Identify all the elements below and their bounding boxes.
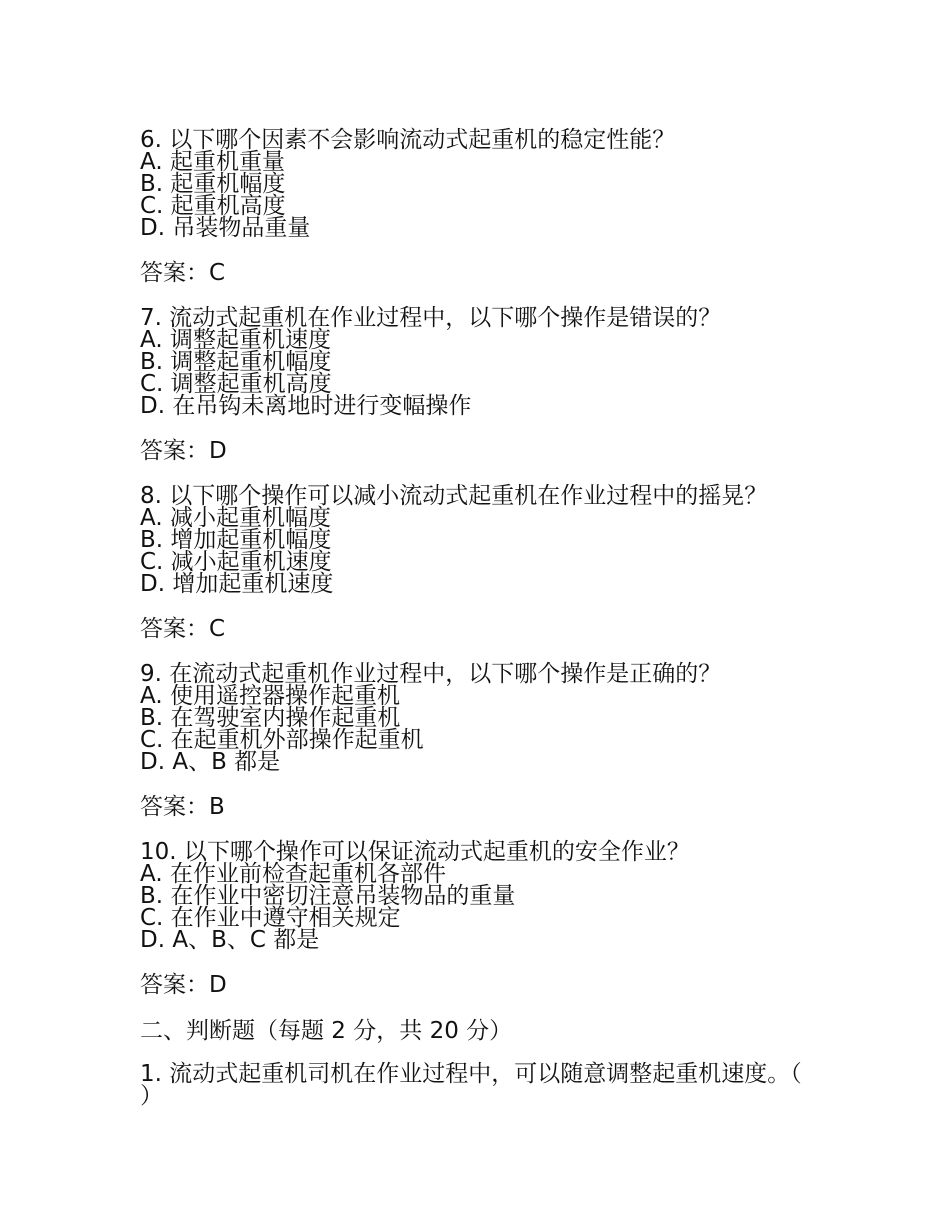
option-d: D. A、B、C 都是 bbox=[140, 927, 320, 953]
document-page bbox=[140, 129, 810, 1107]
option-c: C. 减小起重机速度 bbox=[140, 549, 332, 575]
option-d: D. A、B 都是 bbox=[140, 749, 281, 775]
option-a: A. 起重机重量 bbox=[140, 149, 285, 175]
option-a: A. 减小起重机幅度 bbox=[140, 505, 331, 531]
option-c: C. 在起重机外部操作起重机 bbox=[140, 727, 424, 753]
answer-text: 答案：C bbox=[140, 260, 226, 286]
answer-text: 答案：D bbox=[140, 438, 227, 464]
answer-text: 答案：B bbox=[140, 794, 225, 820]
question-text: 6. 以下哪个因素不会影响流动式起重机的稳定性能？ bbox=[140, 127, 676, 153]
option-b: B. 在作业中密切注意吊装物品的重量 bbox=[140, 883, 516, 909]
question-text: 7. 流动式起重机在作业过程中，以下哪个操作是错误的？ bbox=[140, 305, 722, 331]
question-block bbox=[140, 307, 810, 463]
judge-question-text: 1. 流动式起重机司机在作业过程中，可以随意调整起重机速度。（ ） bbox=[140, 1061, 802, 1109]
option-a: A. 使用遥控器操作起重机 bbox=[140, 683, 400, 709]
question-block bbox=[140, 841, 810, 997]
question-block bbox=[140, 663, 810, 819]
option-b: B. 在驾驶室内操作起重机 bbox=[140, 705, 401, 731]
question-block bbox=[140, 485, 810, 641]
option-b: B. 调整起重机幅度 bbox=[140, 349, 332, 375]
answer-text: 答案：D bbox=[140, 972, 227, 998]
question-text: 8. 以下哪个操作可以减小流动式起重机在作业过程中的摇晃？ bbox=[140, 483, 768, 509]
option-b: B. 起重机幅度 bbox=[140, 171, 286, 197]
option-d: D. 在吊钩未离地时进行变幅操作 bbox=[140, 393, 472, 419]
option-c: C. 在作业中遵守相关规定 bbox=[140, 905, 401, 931]
option-c: C. 起重机高度 bbox=[140, 193, 286, 219]
option-d: D. 吊装物品重量 bbox=[140, 215, 311, 241]
option-c: C. 调整起重机高度 bbox=[140, 371, 332, 397]
option-b: B. 增加起重机幅度 bbox=[140, 527, 332, 553]
option-a: A. 调整起重机速度 bbox=[140, 327, 331, 353]
answer-text: 答案：C bbox=[140, 616, 226, 642]
question-text: 10. 以下哪个操作可以保证流动式起重机的安全作业？ bbox=[140, 839, 690, 865]
question-text: 9. 在流动式起重机作业过程中，以下哪个操作是正确的？ bbox=[140, 661, 722, 687]
option-d: D. 增加起重机速度 bbox=[140, 571, 334, 597]
section-heading: 二、判断题（每题 2 分，共 20 分） bbox=[140, 1018, 513, 1044]
question-block bbox=[140, 129, 810, 285]
option-a: A. 在作业前检查起重机各部件 bbox=[140, 861, 446, 887]
